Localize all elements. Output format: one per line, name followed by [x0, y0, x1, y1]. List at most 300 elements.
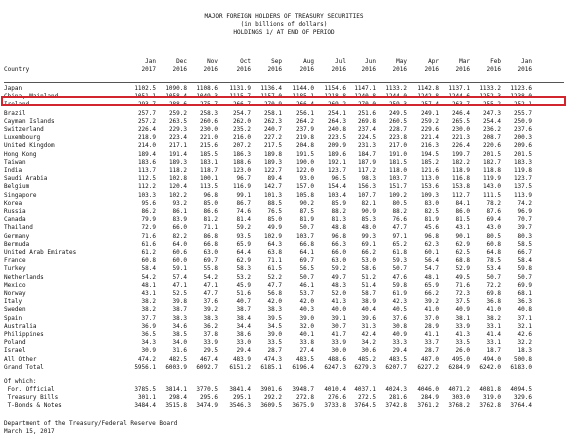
holding-value: 86.0 [455, 208, 470, 215]
holding-value: 30.6 [361, 347, 376, 354]
holding-value: 1108.6 [196, 85, 218, 92]
holding-value: 58.3 [236, 265, 251, 272]
country-name: Luxembourg [4, 134, 41, 141]
holding-value: 272.8 [295, 394, 314, 401]
holding-value: 43.1 [455, 224, 470, 231]
column-month: Dec [176, 58, 187, 65]
holding-value: 39.6 [361, 315, 376, 322]
holding-value: 156.3 [357, 183, 376, 190]
holding-value: 251.6 [357, 110, 376, 117]
holding-value: 500.8 [513, 356, 532, 363]
holding-value: 82.1 [361, 200, 376, 207]
holding-value: 6151.2 [229, 364, 251, 371]
holding-value: 78.5 [486, 257, 501, 264]
country-name: Philippines [4, 331, 44, 338]
holding-value: 36.9 [141, 323, 156, 330]
holding-value: 71.6 [455, 282, 470, 289]
holding-value: 40.8 [517, 306, 532, 313]
holding-value: 64.8 [486, 249, 501, 256]
holding-value: 208.7 [482, 134, 501, 141]
holding-value: 65.9 [424, 282, 439, 289]
holding-value: 32.0 [299, 323, 314, 330]
holding-value: 3515.8 [165, 402, 187, 409]
holding-value: 54.7 [424, 265, 439, 272]
holding-value: 50.7 [517, 274, 532, 281]
country-name: Turkey [4, 265, 26, 272]
holding-value: 30.7 [331, 323, 346, 330]
country-name: Japan [4, 85, 23, 92]
country-name: Australia [4, 323, 37, 330]
holding-value: 183.3 [513, 159, 532, 166]
holding-value: 1252.3 [479, 93, 501, 100]
country-name: Bermuda [4, 241, 30, 248]
holding-value: 69.7 [299, 257, 314, 264]
holding-value: 266.7 [232, 101, 251, 108]
holding-value: 99.1 [236, 192, 251, 199]
holding-value: 37.1 [517, 315, 532, 322]
holding-value: 5956.1 [134, 364, 156, 371]
holding-value: 47.7 [203, 290, 218, 297]
holding-value: 482.5 [168, 356, 187, 363]
column-year: 2016 [486, 66, 501, 73]
holding-value: 183.1 [199, 159, 218, 166]
holding-value: 64.1 [299, 249, 314, 256]
holding-value: 265.5 [451, 118, 470, 125]
holding-value: 259.3 [388, 101, 407, 108]
holding-value: 113.5 [199, 183, 218, 190]
holding-value: 61.6 [141, 241, 156, 248]
holding-value: 52.0 [331, 290, 346, 297]
country-name: Netherlands [4, 274, 44, 281]
holding-value: 33.8 [299, 339, 314, 346]
holding-value: 186.3 [232, 151, 251, 158]
country-name: Norway [4, 290, 26, 297]
holding-value: 1154.6 [324, 85, 346, 92]
holding-value: 103.3 [137, 192, 156, 199]
country-name: Israel [4, 347, 26, 354]
holding-value: 495.0 [451, 356, 470, 363]
holding-value: 113.9 [513, 192, 532, 199]
holding-value: 113.7 [137, 167, 156, 174]
holding-value: 137.5 [513, 183, 532, 190]
holding-value: 292.2 [263, 394, 282, 401]
country-name: Germany [4, 233, 30, 240]
holding-value: 6284.9 [448, 364, 470, 371]
holding-value: 258.1 [263, 110, 282, 117]
holding-value: 1238.0 [510, 93, 532, 100]
title-line-1: MAJOR FOREIGN HOLDERS OF TREASURY SECURITIES [204, 13, 364, 20]
holding-value: 151.7 [388, 183, 407, 190]
holding-value: 28.7 [267, 347, 282, 354]
holding-value: 254.7 [232, 110, 251, 117]
holding-value: 295.1 [232, 394, 251, 401]
holding-value: 87.5 [299, 208, 314, 215]
holding-value: 262.3 [263, 118, 282, 125]
holding-value: 41.3 [331, 298, 346, 305]
holding-value: 216.0 [232, 134, 251, 141]
holding-value: 4071.2 [448, 386, 470, 393]
holding-value: 33.0 [236, 339, 251, 346]
holding-value: 81.3 [331, 216, 346, 223]
country-name: For. Official [4, 386, 55, 393]
holding-value: 40.9 [455, 306, 470, 313]
country-name: Thailand [4, 224, 33, 231]
table-row [0, 142, 568, 150]
holding-value: 192.1 [327, 159, 346, 166]
holding-value: 81.9 [424, 216, 439, 223]
grand-total-row [0, 364, 568, 372]
holding-value: 204.8 [295, 142, 314, 149]
country-name: Belgium [4, 183, 30, 190]
table-row [0, 208, 568, 216]
holding-value: 66.2 [424, 290, 439, 297]
holding-value: 105.8 [295, 192, 314, 199]
holding-value: 42.0 [267, 298, 282, 305]
holding-value: 89.4 [267, 175, 282, 182]
holding-value: 249.1 [420, 110, 439, 117]
holding-value: 228.7 [388, 126, 407, 133]
country-name: Italy [4, 298, 23, 305]
holding-value: 185.5 [199, 151, 218, 158]
column-year: 2016 [392, 66, 407, 73]
holding-value: 31.6 [172, 347, 187, 354]
table-row [0, 331, 568, 339]
table-row [0, 315, 568, 323]
holding-value: 30.0 [331, 347, 346, 354]
holding-value: 153.6 [420, 183, 439, 190]
column-month: Oct [240, 58, 251, 65]
holding-value: 1218.8 [324, 93, 346, 100]
holding-value: 293.7 [137, 101, 156, 108]
column-year: 2016 [331, 66, 346, 73]
holding-value: 76.5 [267, 208, 282, 215]
holding-value: 254.4 [482, 118, 501, 125]
country-name: United Kingdom [4, 142, 55, 149]
holding-value: 264.2 [295, 118, 314, 125]
holding-value: 329.6 [513, 394, 532, 401]
holding-value: 71.6 [141, 233, 156, 240]
holding-value: 276.6 [327, 394, 346, 401]
holding-value: 28.7 [424, 347, 439, 354]
holding-value: 3733.8 [324, 402, 346, 409]
holding-value: 6227.2 [417, 364, 439, 371]
holding-value: 6247.3 [324, 364, 346, 371]
holding-value: 42.4 [361, 331, 376, 338]
holding-value: 46.1 [299, 282, 314, 289]
holding-value: 51.4 [361, 282, 376, 289]
holding-value: 118.7 [199, 167, 218, 174]
holding-value: 38.3 [172, 315, 187, 322]
holding-value: 214.0 [137, 142, 156, 149]
column-year: 2017 [141, 66, 156, 73]
holding-value: 59.3 [392, 257, 407, 264]
holding-value: 86.1 [172, 208, 187, 215]
holding-value: 42.6 [517, 331, 532, 338]
holding-value: 62.9 [236, 257, 251, 264]
holding-value: 74.2 [517, 200, 532, 207]
holding-value: 47.1 [172, 282, 187, 289]
table-row [0, 118, 568, 126]
holding-value: 53.7 [299, 290, 314, 297]
holding-value: 142.7 [263, 183, 282, 190]
header-rule [4, 82, 564, 83]
column-year: 2016 [203, 66, 218, 73]
holding-value: 182.7 [482, 159, 501, 166]
holding-value: 68.8 [455, 257, 470, 264]
holding-value: 485.2 [357, 356, 376, 363]
holding-value: 45.9 [236, 282, 251, 289]
china-row-highlight [1, 96, 566, 106]
holding-value: 39.1 [331, 315, 346, 322]
holding-value: 301.1 [137, 394, 156, 401]
holding-value: 37.0 [424, 315, 439, 322]
footer-source: Department of the Treasury/Federal Reserve Board [4, 420, 178, 427]
holding-value: 257.4 [420, 101, 439, 108]
holding-value: 58.6 [361, 265, 376, 272]
holding-value: 229.6 [420, 126, 439, 133]
holding-value: 30.8 [392, 323, 407, 330]
holding-value: 63.0 [331, 257, 346, 264]
holding-value: 230.0 [451, 126, 470, 133]
holding-value: 32.1 [517, 323, 532, 330]
holding-value: 100.1 [199, 175, 218, 182]
holding-value: 93.2 [172, 200, 187, 207]
holding-value: 36.5 [141, 331, 156, 338]
holding-value: 6003.9 [165, 364, 187, 371]
country-name: Singapore [4, 192, 37, 199]
holding-value: 190.0 [295, 159, 314, 166]
column-month: May [396, 58, 407, 65]
holding-value: 1157.0 [260, 93, 282, 100]
holding-value: 240.8 [327, 126, 346, 133]
holding-value: 109.2 [388, 192, 407, 199]
holding-value: 83.9 [172, 216, 187, 223]
holding-value: 82.2 [172, 233, 187, 240]
holding-value: 54.2 [203, 274, 218, 281]
table-row [0, 339, 568, 347]
holding-value: 272.5 [357, 394, 376, 401]
holding-value: 47.6 [392, 274, 407, 281]
holding-value: 1144.0 [292, 85, 314, 92]
table-row [0, 306, 568, 314]
holding-value: 69.4 [486, 216, 501, 223]
holding-value: 3901.6 [260, 386, 282, 393]
holding-value: 60.8 [141, 257, 156, 264]
country-name: United Arab Emirates [4, 249, 77, 256]
holding-value: 207.2 [232, 142, 251, 149]
holding-value: 64.3 [267, 241, 282, 248]
holding-value: 237.4 [357, 126, 376, 133]
holding-value: 264.3 [327, 118, 346, 125]
holding-value: 254.1 [327, 110, 346, 117]
holding-value: 487.0 [420, 356, 439, 363]
holding-value: 121.6 [420, 167, 439, 174]
holding-value: 3764.4 [510, 402, 532, 409]
holding-value: 66.7 [517, 249, 532, 256]
table-row [0, 274, 568, 282]
table-row [0, 233, 568, 241]
holding-value: 40.4 [361, 306, 376, 313]
holding-value: 61.9 [392, 290, 407, 297]
holding-value: 56.5 [299, 265, 314, 272]
holding-value: 51.6 [236, 290, 251, 297]
holding-value: 467.4 [199, 356, 218, 363]
holding-value: 252.1 [513, 101, 532, 108]
holding-value: 236.2 [482, 126, 501, 133]
holding-value: 56.4 [424, 257, 439, 264]
holding-value: 1185.1 [292, 93, 314, 100]
holding-value: 3484.4 [134, 402, 156, 409]
holding-value: 4046.0 [417, 386, 439, 393]
holding-value: 199.7 [451, 151, 470, 158]
holding-value: 1058.4 [165, 93, 187, 100]
country-name: Cayman Islands [4, 118, 55, 125]
column-year: 2016 [236, 66, 251, 73]
holding-value: 56.8 [267, 290, 282, 297]
holding-value: 72.2 [486, 282, 501, 289]
holding-value: 33.5 [267, 339, 282, 346]
holding-value: 189.3 [263, 159, 282, 166]
holding-value: 101.3 [263, 192, 282, 199]
holding-value: 6207.7 [385, 364, 407, 371]
country-name: Grand Total [4, 364, 44, 371]
holding-value: 37.8 [203, 331, 218, 338]
holding-value: 262.0 [232, 118, 251, 125]
holding-value: 230.0 [199, 126, 218, 133]
holding-value: 80.5 [392, 200, 407, 207]
holding-value: 119.9 [482, 175, 501, 182]
holding-value: 38.9 [361, 298, 376, 305]
holding-value: 96.8 [203, 192, 218, 199]
holding-value: 58.4 [517, 257, 532, 264]
holding-value: 237.9 [295, 126, 314, 133]
holding-value: 48.8 [331, 224, 346, 231]
holding-value: 96.9 [517, 208, 532, 215]
holding-value: 39.0 [267, 331, 282, 338]
holding-value: 1136.4 [260, 85, 282, 92]
holding-value: 62.3 [424, 241, 439, 248]
holding-value: 85.3 [361, 216, 376, 223]
holding-value: 3814.1 [165, 386, 187, 393]
holding-value: 81.4 [236, 216, 251, 223]
holding-value: 50.7 [299, 224, 314, 231]
holding-value: 117.2 [357, 167, 376, 174]
holding-value: 1090.8 [165, 85, 187, 92]
holding-value: 39.2 [203, 306, 218, 313]
holding-value: 270.9 [263, 101, 282, 108]
holding-value: 1051.1 [134, 93, 156, 100]
column-year: 2016 [455, 66, 470, 73]
holding-value: 183.6 [137, 159, 156, 166]
holding-value: 37.6 [392, 315, 407, 322]
holding-value: 40.0 [331, 306, 346, 313]
holding-value: 231.3 [357, 142, 376, 149]
holding-value: 48.1 [424, 274, 439, 281]
holding-value: 223.8 [388, 134, 407, 141]
holding-value: 38.2 [141, 306, 156, 313]
holding-value: 33.3 [392, 339, 407, 346]
holding-value: 52.2 [267, 274, 282, 281]
holding-value: 494.0 [482, 356, 501, 363]
holding-value: 86.7 [236, 200, 251, 207]
holding-value: 319.0 [482, 394, 501, 401]
column-month: Apr [428, 58, 439, 65]
holding-value: 80.5 [486, 233, 501, 240]
holding-value: 81.2 [203, 216, 218, 223]
country-name: Mexico [4, 282, 26, 289]
holding-value: 47.7 [267, 282, 282, 289]
holding-value: 66.2 [361, 249, 376, 256]
holding-value: 1244.6 [448, 93, 470, 100]
holding-value: 96.7 [236, 175, 251, 182]
holding-value: 37.5 [455, 298, 470, 305]
column-month: Mar [459, 58, 470, 65]
holding-value: 113.0 [420, 175, 439, 182]
holding-value: 217.0 [388, 142, 407, 149]
table-row [0, 175, 568, 183]
holding-value: 53.2 [236, 274, 251, 281]
holding-value: 61.2 [141, 249, 156, 256]
holding-value: 28.9 [424, 323, 439, 330]
holding-value: 52.5 [172, 290, 187, 297]
holding-value: 37.7 [141, 315, 156, 322]
holding-value: 76.6 [392, 216, 407, 223]
holding-value: 64.4 [236, 249, 251, 256]
holding-value: 483.9 [232, 356, 251, 363]
table-row [0, 265, 568, 273]
holding-value: 60.8 [486, 241, 501, 248]
holding-value: 284.9 [420, 394, 439, 401]
holding-value: 80.3 [517, 233, 532, 240]
table-row [0, 282, 568, 290]
holding-value: 47.1 [203, 282, 218, 289]
holding-value: 43.0 [486, 224, 501, 231]
holding-value: 257.2 [137, 118, 156, 125]
holding-value: 143.0 [482, 183, 501, 190]
holding-value: 86.2 [141, 208, 156, 215]
holding-value: 226.4 [137, 126, 156, 133]
holding-value: 51.2 [361, 274, 376, 281]
country-name: T-Bonds & Notes [4, 402, 62, 409]
holding-value: 120.4 [168, 183, 187, 190]
holding-value: 33.1 [486, 323, 501, 330]
holding-value: 483.5 [388, 356, 407, 363]
holding-value: 189.8 [263, 151, 282, 158]
table-row [0, 249, 568, 257]
table-row [0, 257, 568, 265]
holding-value: 209.6 [513, 142, 532, 149]
holding-value: 40.9 [392, 331, 407, 338]
holding-value: 3948.7 [292, 386, 314, 393]
holding-value: 60.6 [172, 249, 187, 256]
holding-value: 263.5 [168, 118, 187, 125]
column-month: Jan [521, 58, 532, 65]
table-row [0, 167, 568, 175]
holding-value: 257.7 [137, 110, 156, 117]
country-name: China, Mainland [4, 93, 59, 100]
holding-value: 303.0 [451, 394, 470, 401]
holding-value: 59.8 [517, 265, 532, 272]
holding-value: 49.9 [267, 224, 282, 231]
holding-value: 269.8 [357, 118, 376, 125]
column-year: 2016 [361, 66, 376, 73]
holding-value: 40.1 [299, 331, 314, 338]
holding-value: 18.3 [517, 347, 532, 354]
holding-value: 1102.5 [134, 85, 156, 92]
country-name: Spain [4, 315, 23, 322]
holding-value: 64.0 [172, 241, 187, 248]
holding-value: 59.1 [172, 265, 187, 272]
